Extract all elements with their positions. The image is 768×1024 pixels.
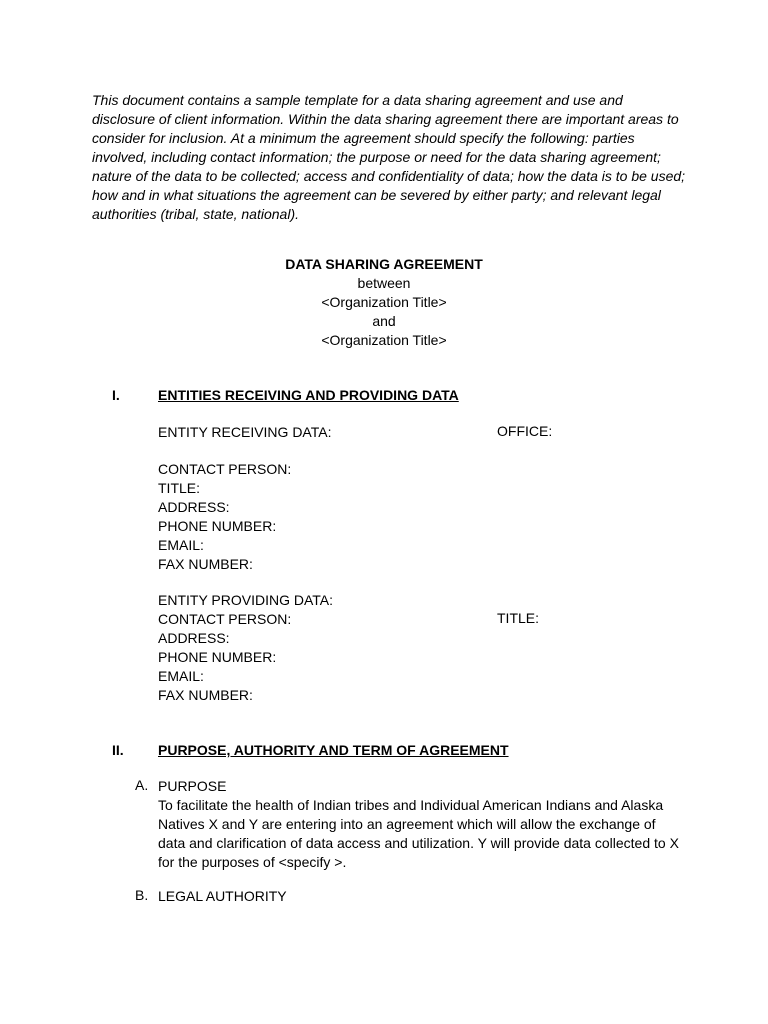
intro-line: This document contains a sample template for a data sharing agreement and use and (92, 92, 623, 108)
intro-paragraph (92, 91, 686, 224)
intro-line: nature of the data to be collected; access and confidentiality of data; how the data is to be used; (92, 168, 686, 184)
field-label: ADDRESS: (158, 630, 230, 646)
field-label: PHONE NUMBER: (158, 518, 277, 534)
providing-title-label: TITLE: (497, 610, 540, 626)
field-label: PHONE NUMBER: (158, 649, 277, 665)
subsection-a-title: PURPOSE (158, 778, 227, 794)
section-2-heading: PURPOSE, AUTHORITY AND TERM OF AGREEMENT (158, 742, 509, 758)
title-organization-1: <Organization Title> (321, 294, 447, 310)
section-1-number: I. (112, 387, 120, 403)
purpose-line: Natives X and Y are entering into an agreement which will allow the exchange of (158, 816, 656, 832)
agreement-title-block (0, 255, 768, 350)
purpose-line: for the purposes of <specify >. (158, 854, 347, 870)
section-2-number: II. (112, 742, 124, 758)
field-label: EMAIL: (158, 537, 204, 553)
intro-line: involved, including contact information; the purpose or need for the data sharing agreement; (92, 149, 661, 165)
subsection-a-purpose (158, 777, 678, 872)
field-label: CONTACT PERSON: (158, 611, 292, 627)
purpose-line: To facilitate the health of Indian tribes and Individual American Indians and Alaska (158, 797, 664, 813)
field-label: ADDRESS: (158, 499, 230, 515)
field-label: FAX NUMBER: (158, 687, 253, 703)
providing-entity-fields (158, 591, 658, 705)
field-label: TITLE: (158, 480, 201, 496)
intro-line: disclosure of client information. Within the data sharing agreement there are important areas to (92, 111, 679, 127)
subsection-a-letter: A. (135, 777, 149, 793)
intro-line: authorities (tribal, state, national). (92, 206, 299, 222)
field-label: FAX NUMBER: (158, 556, 253, 572)
field-label: EMAIL: (158, 668, 204, 684)
receiving-entity-fields (158, 423, 658, 574)
title-between: between (357, 275, 411, 291)
field-label: CONTACT PERSON: (158, 461, 292, 477)
subsection-b-letter: B. (135, 887, 149, 903)
subsection-b-title: LEGAL AUTHORITY (158, 888, 287, 904)
purpose-line: data and clarification of data access and utilization. Y will provide data collected to X (158, 835, 679, 851)
title-organization-2: <Organization Title> (321, 332, 447, 348)
office-label: OFFICE: (497, 423, 553, 439)
section-1-heading: ENTITIES RECEIVING AND PROVIDING DATA (158, 387, 459, 403)
entity-providing-label: ENTITY PROVIDING DATA: (158, 592, 334, 608)
intro-line: consider for inclusion. At a minimum the agreement should specify the following: parties (92, 130, 635, 146)
intro-line: how and in what situations the agreement can be severed by either party; and relevant legal (92, 187, 661, 203)
agreement-title: DATA SHARING AGREEMENT (285, 256, 483, 272)
title-and: and (372, 313, 396, 329)
entity-receiving-label: ENTITY RECEIVING DATA: (158, 424, 332, 440)
